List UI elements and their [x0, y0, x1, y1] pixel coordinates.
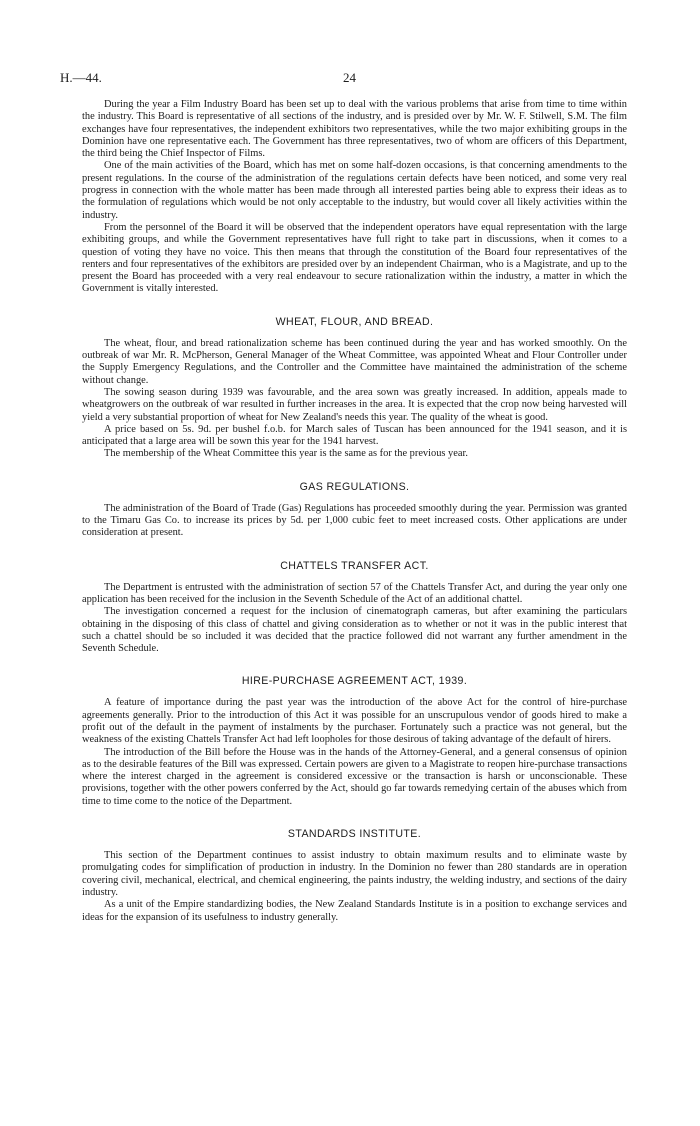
section-wheat-flour-bread: [82, 316, 627, 461]
paragraph: From the personnel of the Board it will be observed that the independent operators have equal representation with the large exhibiting groups, and while the Government representatives have full right to take part in discussions, when it comes to a question of voting they have no voice. This then means that through the constitution of the Board four representatives of the renters and four representatives of the exhibitors are presided over by an independent Chairman, who is a Magistrate, and up to the present the Board has proceeded with a very real endeavour to secure rationalization within the industry, a matter in which the Government is vitally interested.: [82, 221, 627, 295]
paragraph: The membership of the Wheat Committee this year is the same as for the previous year.: [104, 448, 468, 460]
section-heading: GAS REGULATIONS.: [299, 480, 410, 493]
page-number: 24: [343, 70, 356, 85]
paragraph: A price based on 5s. 9d. per bushel f.o.b. for March sales of Tuscan has been announced for the 1941 season, and it is anticipated that a large area will be sown this year for the 1941 harvest.: [82, 423, 627, 448]
paragraph: The sowing season during 1939 was favourable, and the area sown was greatly increased. In addition, appeals made to wheatgrowers on the outbreak of war resulted in further increases in the area. It is expected that the crop now being harvested will yield a very substantial proportion of wheat for New Zealand's needs this year. The quality of the wheat is good.: [82, 386, 627, 423]
paragraph: One of the main activities of the Board, which has met on some half-dozen occasions, is that concerning amendments to the present regulations. In the course of the administration of the regulations certain defects have been noticed, and some very real progress in connection with the whole matter has been made through all interested parties being able to express their ideas as to the formulation of regulations which would be not only acceptable to the industry, but would cover all likely activities within the industry.: [82, 160, 627, 221]
section-hire-purchase-act: [82, 675, 627, 808]
section-standards-institute: [82, 828, 627, 924]
section-heading: HIRE-PURCHASE AGREEMENT ACT, 1939.: [241, 675, 468, 688]
section-heading: WHEAT, FLOUR, AND BREAD.: [275, 315, 434, 328]
page-header: [60, 70, 645, 86]
paragraph: During the year a Film Industry Board has been set up to deal with the various problems that arise from time to time within the industry. This Board is representative of all sections of the industry, and is presided over by Mr. W. F. Stilwell, S.M. The film exchanges have four representatives, the independent exhibitors two representatives, while the two major exhibiting groups in the Dominion have one representative each. The Government has three representatives, two of whom are officers of this Department, the third being the Chief Inspector of Films.: [82, 99, 627, 160]
section-film-industry-board: [82, 99, 627, 296]
paragraph: The introduction of the Bill before the House was in the hands of the Attorney-General, and a general consensus of opinion as to the desirable features of the Bill was expressed. Certain powers are given to a Magistrate to reopen hire-purchase transactions where the interest charged in the agreement is considered excessive or the transaction is harsh or unconscionable. These provisions, together with the other powers conferred by the Act, should go far towards remedying certain of the abuses which from time to time come to the notice of the Department.: [82, 746, 627, 807]
document-reference: H.—44.: [60, 70, 102, 85]
paragraph: As a unit of the Empire standardizing bodies, the New Zealand Standards Institute is in a position to exchange services and ideas for the expansion of its usefulness to industry generally.: [82, 899, 627, 923]
paragraph: The Department is entrusted with the administration of section 57 of the Chattels Transfer Act, and during the year only one application has been received for the inclusion in the Seventh Schedule of the Act of an additional chattel.: [82, 581, 627, 605]
paragraph: This section of the Department continues to assist industry to obtain maximum results and to eliminate waste by promulgating codes for simplification of production in industry. In the Dominion no fewer than 280 standards are in operation covering civil, mechanical, electrical, and chemical engineering, the paints industry, the welding industry, and sections of the dairy industry.: [82, 850, 627, 898]
paragraph: The administration of the Board of Trade (Gas) Regulations has proceeded smoothly during the year. Permission was granted to the Timaru Gas Co. to increase its prices by 5d. per 1,000 cubic feet to meet increased costs. Other applications are under consideration at present.: [82, 502, 627, 539]
section-heading: CHATTELS TRANSFER ACT.: [280, 559, 429, 572]
section-gas-regulations: [82, 481, 627, 540]
paragraph: A feature of importance during the past year was the introduction of the above Act for the control of hire-purchase agreements generally. Prior to the introduction of this Act it was possible for an unscrupulous vendor of goods hired to make a profit out of the default in the payment of instalments by the purchaser. Fortunately such a practice was not general, but the weakness of the existing Chattels Transfer Act had left loopholes for those desirous of taking advantage of the default of hirers.: [82, 697, 627, 746]
document-body: [82, 99, 627, 924]
section-heading: STANDARDS INSTITUTE.: [287, 828, 422, 841]
paragraph: The investigation concerned a request for the inclusion of cinematograph cameras, but after examining the particulars obtaining in the disposing of this class of chattel and giving consideration as to whether or not it was in the public interest that such a chattel should be so included it was decided that the practice followed did not warrant any further amendment in the Seventh Schedule.: [82, 606, 627, 655]
paragraph: The wheat, flour, and bread rationalization scheme has been continued during the year and has worked smoothly. On the outbreak of war Mr. R. McPherson, General Manager of the Wheat Committee, was appointed Wheat and Flour Controller under the Supply Emergency Regulations, and the Controller and the Committee have maintained the administration of the scheme without change.: [82, 337, 627, 386]
section-chattels-transfer-act: [82, 560, 627, 656]
